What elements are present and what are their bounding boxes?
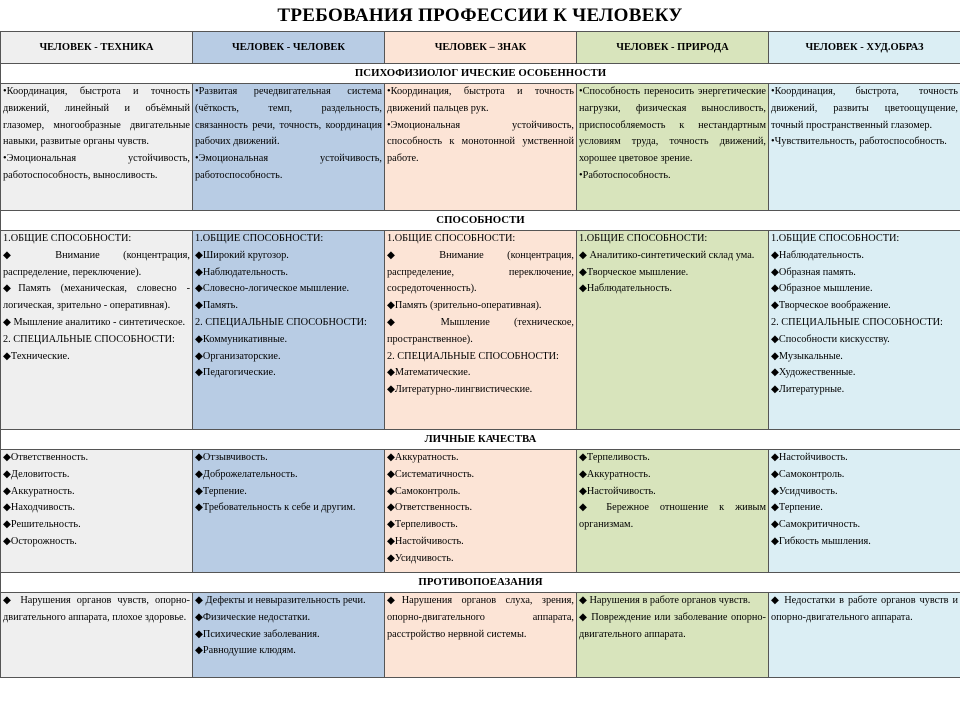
table-cell: [1, 231, 193, 430]
cell-line: •Координация, быстрота, точность движений, развиты цветоощущение, точный пространственный глазомер.: [771, 86, 958, 131]
cell-line: 1.ОБЩИЕ СПОСОБНОСТИ:: [771, 233, 900, 244]
cell-line: ◆Усидчивость.: [771, 485, 838, 497]
cell-line: ◆Организаторские.: [195, 350, 281, 362]
cell-line: ◆Музыкальные.: [771, 350, 843, 362]
cell-line: ◆Способности кискусству.: [771, 333, 890, 345]
section-row-abilities: [1, 231, 960, 430]
table-cell: [193, 450, 385, 573]
cell-line: 1.ОБЩИЕ СПОСОБНОСТИ:: [387, 233, 516, 244]
cell-line: ◆Творческое мышление.: [579, 266, 689, 278]
cell-line: ◆Осторожность.: [3, 535, 77, 547]
table-cell: [769, 84, 960, 211]
cell-line: ◆Образная память.: [771, 266, 856, 278]
cell-line: ◆Настойчивость.: [771, 452, 848, 463]
cell-line: ◆Терпение.: [195, 485, 247, 497]
cell-line: ◆Аккуратность.: [387, 452, 459, 463]
cell-line: ◆Литературные.: [771, 384, 845, 396]
cell-line: ◆Память (зрительно-оперативная).: [387, 300, 542, 312]
table-cell: [577, 593, 769, 678]
cell-line: ◆Равнодушие клюдям.: [195, 645, 296, 657]
table-cell: [385, 450, 577, 573]
cell-line: ◆ Внимание (концентрация, распределение, переключение).: [3, 249, 190, 278]
cell-line: ◆ Недостатки в работе органов чувств и опорно-двигательного аппарата.: [771, 595, 958, 623]
table-cell: [385, 593, 577, 678]
column-header-row: [1, 32, 960, 64]
cell-line: ◆Психические заболевания.: [195, 628, 320, 640]
table-cell: [769, 593, 960, 678]
cell-line: ◆Память (механическая, словесно - логическая, зрительно - оперативная).: [3, 283, 190, 312]
section-header-row-contraindications: [1, 573, 960, 593]
cell-line: ◆Ответственность.: [3, 452, 89, 463]
cell-line: ◆Наблюдательность.: [579, 283, 672, 295]
table-cell: [1, 450, 193, 573]
cell-line: 2. СПЕЦИАЛЬНЫЕ СПОСОБНОСТИ:: [3, 333, 175, 345]
table-cell: [1, 593, 193, 678]
section-title: ПРОТИВОПОЕАЗАНИЯ: [1, 573, 960, 593]
column-header-technics: ЧЕЛОВЕК - ТЕХНИКА: [1, 32, 193, 64]
cell-line: •Способность переносить энергетические нагрузки, физическая выносливость, приспособляемость к нестандартным условиям труда, точность движений, хорошее цветовое зрение.: [579, 86, 766, 165]
table-cell: [193, 593, 385, 678]
cell-line: ◆Аккуратность.: [579, 468, 651, 480]
cell-line: 2. СПЕЦИАЛЬНЫЕ СПОСОБНОСТИ:: [387, 350, 559, 362]
cell-line: ◆Гибкость мышления.: [771, 535, 871, 547]
cell-line: ◆Нарушения органов слуха, зрения, опорно-двигательного аппарата, расстройство нервной системы.: [387, 595, 574, 640]
cell-line: •Чувствительность, работоспособность.: [771, 136, 947, 148]
section-title: ЛИЧНЫЕ КАЧЕСТВА: [1, 430, 960, 450]
section-row-personal-qualities: [1, 450, 960, 573]
table-cell: [385, 231, 577, 430]
cell-line: •Эмоциональная устойчивость, работоспособность.: [195, 153, 382, 181]
cell-line: ◆Коммуникативные.: [195, 333, 288, 345]
cell-line: ◆Литературно-лингвистические.: [387, 384, 533, 396]
cell-line: ◆Самокритичность.: [771, 519, 861, 531]
cell-line: ◆Аккуратность.: [3, 485, 75, 497]
table-cell: [193, 84, 385, 211]
cell-line: ◆Настойчивость.: [579, 485, 656, 497]
cell-line: ◆Физические недостатки.: [195, 611, 311, 623]
cell-line: 1.ОБЩИЕ СПОСОБНОСТИ:: [579, 233, 708, 244]
section-title: СПОСОБНОСТИ: [1, 211, 960, 231]
cell-line: •Координация, быстрота и точность движений пальцев рук.: [387, 86, 574, 114]
section-header-row-psychophysiology: [1, 64, 960, 84]
cell-line: •Эмоциональная устойчивость, работоспособность, выносливость.: [3, 153, 190, 181]
cell-line: 2. СПЕЦИАЛЬНЫЕ СПОСОБНОСТИ:: [195, 316, 367, 328]
cell-line: ◆Усидчивость.: [387, 552, 454, 564]
table-cell: [577, 231, 769, 430]
cell-line: ◆Деловитость.: [3, 468, 70, 480]
cell-line: ◆Математические.: [387, 367, 471, 379]
cell-line: ◆Творческое воображение.: [771, 300, 891, 312]
cell-line: 1.ОБЩИЕ СПОСОБНОСТИ:: [195, 233, 324, 244]
column-header-nature: ЧЕЛОВЕК - ПРИРОДА: [577, 32, 769, 64]
cell-line: ◆Образное мышление.: [771, 283, 873, 295]
table-cell: [769, 450, 960, 573]
section-row-psychophysiology: [1, 84, 960, 211]
cell-line: •Развитая речедвигательная система (чёткость, темп, раздельность, связанность речи, точность, координация рабочих движений.: [195, 86, 382, 148]
table-cell: [577, 84, 769, 211]
table-cell: [385, 84, 577, 211]
cell-line: ◆Самоконтроль.: [387, 485, 461, 497]
cell-line: ◆Настойчивость.: [387, 535, 464, 547]
table-cell: [577, 450, 769, 573]
cell-line: ◆Педагогические.: [195, 367, 276, 379]
column-header-art: ЧЕЛОВЕК - ХУД.ОБРАЗ: [769, 32, 960, 64]
cell-line: ◆ Повреждение или заболевание опорно-двигательного аппарата.: [579, 611, 766, 640]
cell-line: ◆ Аналитико-синтетический склад ума.: [579, 249, 755, 261]
cell-line: ◆Память.: [195, 300, 238, 312]
cell-line: ◆ Мышление аналитико - синтетическое.: [3, 316, 186, 328]
cell-line: ◆ Нарушения органов чувств, опорно-двигательного аппарата, плохое здоровье.: [3, 595, 190, 623]
cell-line: ◆ Бережное отношение к живым организмам.: [579, 502, 766, 531]
cell-line: ◆ Мышление (техническое, пространственное).: [387, 316, 574, 345]
cell-line: 2. СПЕЦИАЛЬНЫЕ СПОСОБНОСТИ:: [771, 316, 943, 328]
cell-line: ◆Словесно-логическое мышление.: [195, 283, 350, 295]
cell-line: ◆ Внимание (концентрация, распределение, переключение, сосредоточенность).: [387, 249, 574, 295]
cell-line: ◆Самоконтроль.: [771, 468, 845, 480]
cell-line: ◆Широкий кругозор.: [195, 249, 289, 261]
cell-line: 1.ОБЩИЕ СПОСОБНОСТИ:: [3, 233, 132, 244]
cell-line: ◆Терпеливость.: [387, 519, 458, 531]
cell-line: •Работоспособность.: [579, 169, 671, 181]
cell-line: ◆ Дефекты и невыразительность речи.: [195, 595, 366, 606]
cell-line: ◆Решительность.: [3, 519, 81, 531]
cell-line: ◆Терпеливость.: [579, 452, 650, 463]
column-header-sign: ЧЕЛОВЕК – ЗНАК: [385, 32, 577, 64]
cell-line: ◆Наблюдательность.: [195, 266, 288, 278]
cell-line: ◆Терпение.: [771, 502, 823, 514]
section-row-contraindications: [1, 593, 960, 678]
cell-line: ◆ Нарушения в работе органов чувств.: [579, 595, 751, 606]
cell-line: ◆Находчивость.: [3, 502, 75, 514]
cell-line: ◆Отзывчивость.: [195, 452, 268, 463]
requirements-table: [0, 31, 960, 678]
section-header-row-abilities: [1, 211, 960, 231]
page-title: ТРЕБОВАНИЯ ПРОФЕССИИ К ЧЕЛОВЕКУ: [277, 5, 683, 26]
cell-line: ◆Требовательность к себе и другим.: [195, 502, 356, 514]
cell-line: •Эмоциональная устойчивость, способность к монотонной умственной работе.: [387, 119, 574, 165]
cell-line: ◆Художественные.: [771, 367, 856, 379]
section-title: ПСИХОФИЗИОЛОГ ИЧЕСКИЕ ОСОБЕННОСТИ: [1, 64, 960, 84]
table-cell: [1, 84, 193, 211]
table-cell: [193, 231, 385, 430]
section-header-row-personal-qualities: [1, 430, 960, 450]
cell-line: •Координация, быстрота и точность движений, линейный и объёмный глазомер, многообразные двигательные навыки, развитые органы чувств.: [3, 86, 190, 148]
cell-line: ◆Систематичность.: [387, 468, 475, 480]
cell-line: ◆Ответственность.: [387, 502, 473, 514]
cell-line: ◆Доброжелательность.: [195, 468, 298, 480]
table-cell: [769, 231, 960, 430]
cell-line: ◆Наблюдательность.: [771, 249, 864, 261]
column-header-human: ЧЕЛОВЕК - ЧЕЛОВЕК: [193, 32, 385, 64]
cell-line: ◆Технические.: [3, 350, 70, 362]
